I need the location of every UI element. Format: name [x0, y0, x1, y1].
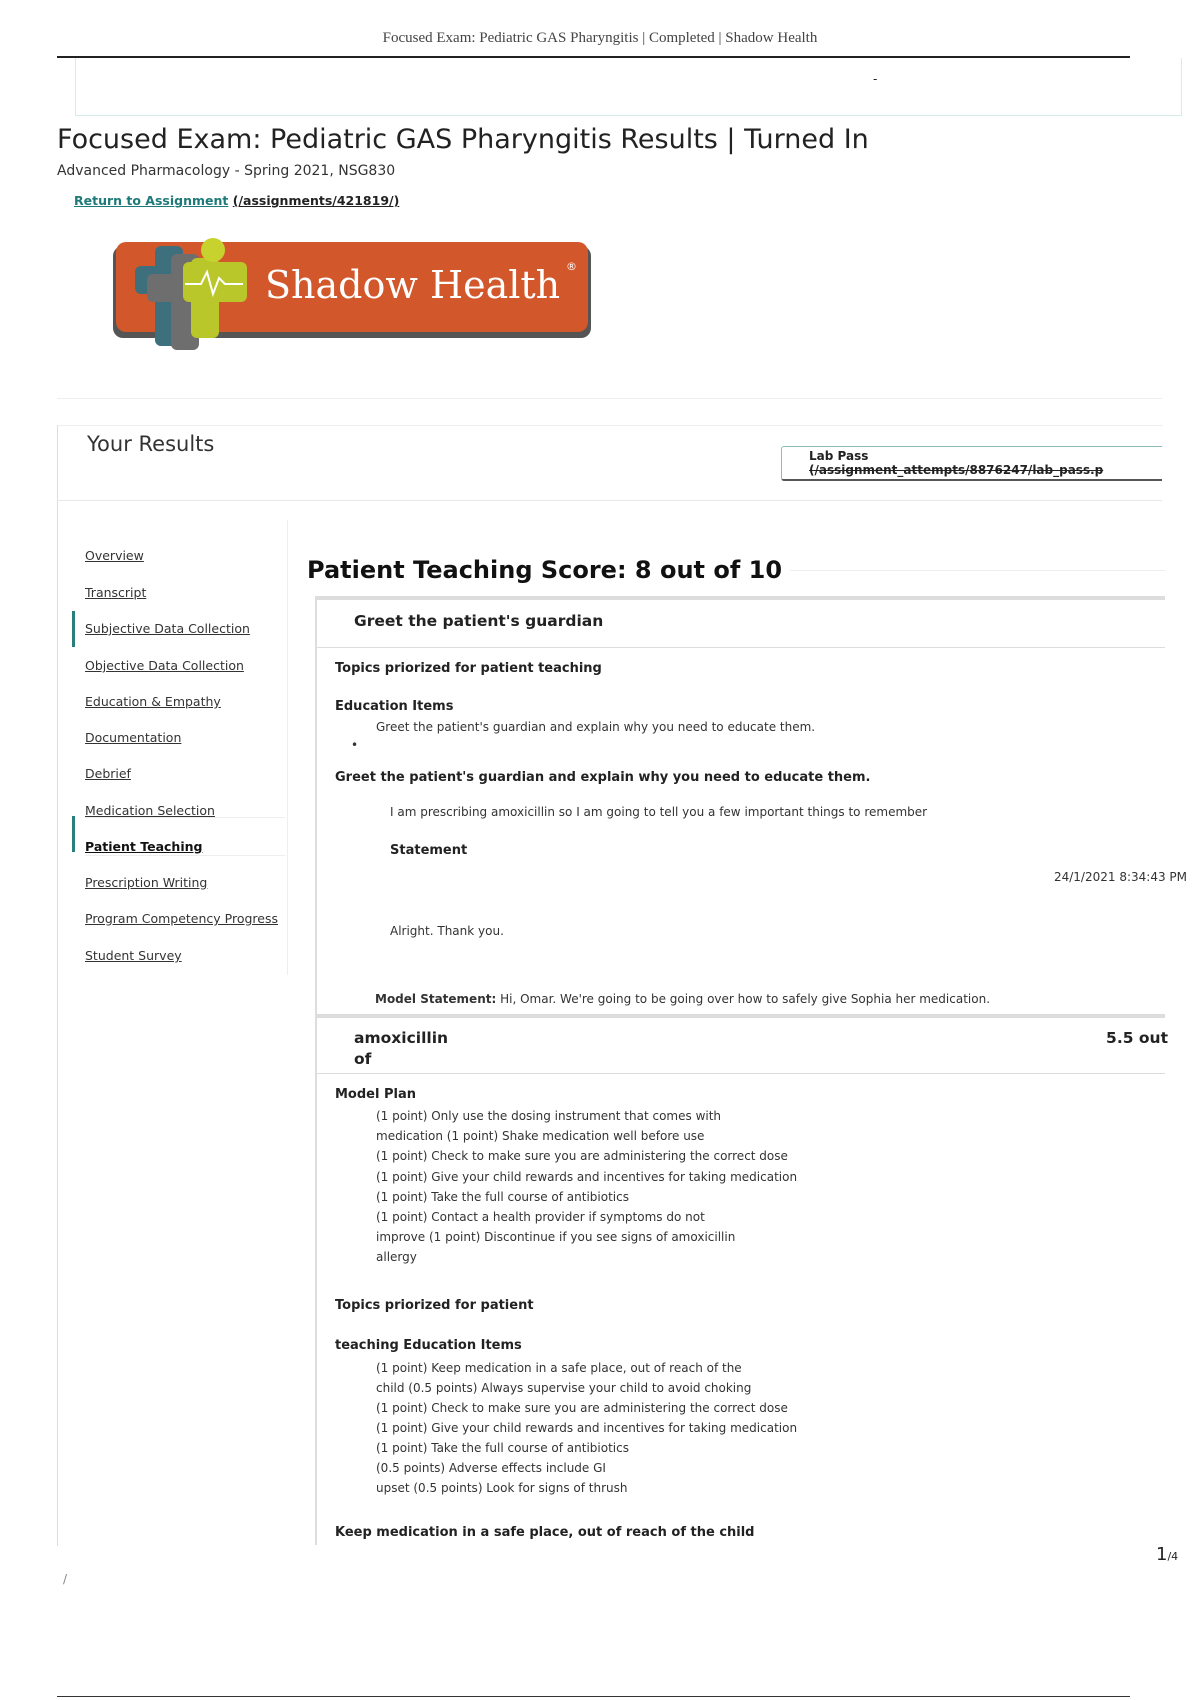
sidebar-item-transcript[interactable]: Transcript: [85, 585, 147, 600]
plan-line: (1 point) Take the full course of antibiotics: [376, 1189, 629, 1204]
bullet: •: [351, 738, 359, 752]
top-banner-box: [75, 58, 1182, 116]
model-statement: [375, 992, 990, 1006]
nav-separator: [85, 855, 285, 856]
education-line: (1 point) Keep medication in a safe place, out of reach of the: [376, 1361, 742, 1375]
education-line: upset (0.5 points) Look for signs of thrush: [376, 1481, 628, 1495]
prompt-heading: Greet the patient's guardian and explain why you need to educate them.: [335, 770, 871, 785]
topics-label: Topics priorized for patient teaching: [335, 661, 602, 676]
topics-label: Topics priorized for patient: [335, 1298, 534, 1313]
return-link-label[interactable]: Return to Assignment: [74, 193, 229, 208]
score-title: Patient Teaching Score: 8 out of 10: [307, 556, 783, 584]
plan-line: (1 point) Only use the dosing instrument that comes with: [376, 1109, 722, 1123]
education-items-label: Education Items: [335, 699, 454, 714]
page-current: 1: [1156, 1544, 1168, 1565]
score-divider: [790, 570, 1165, 571]
nav-indicator: [72, 611, 75, 647]
section-divider: [315, 1014, 1165, 1018]
lab-pass-label: Lab Pass: [809, 449, 869, 463]
sidebar-item-debrief[interactable]: Debrief: [85, 766, 131, 781]
results-title: Your Results: [87, 432, 215, 456]
education-line: (0.5 points) Adverse effects include GI: [376, 1461, 606, 1475]
next-heading: Keep medication in a safe place, out of reach of the child: [335, 1525, 755, 1540]
sidebar-item-documentation[interactable]: Documentation: [85, 730, 182, 745]
section-divider: [315, 596, 1165, 600]
sidebar-border: [287, 520, 288, 975]
sidebar-item-medication-selection[interactable]: Medication Selection: [85, 803, 215, 818]
education-line: (1 point) Check to make sure you are administering the correct dose: [376, 1401, 788, 1415]
sidebar-item-prescription-writing[interactable]: Prescription Writing: [85, 875, 208, 890]
sidebar-item-student-survey[interactable]: Student Survey: [85, 948, 182, 963]
plan-line: allergy: [376, 1250, 417, 1265]
sidebar-item-competency-progress[interactable]: Program Competency Progress: [85, 911, 278, 926]
banner-mark: -: [873, 72, 878, 86]
sidebar-item-education-empathy[interactable]: Education & Empathy: [85, 694, 221, 709]
model-plan-label: Model Plan: [335, 1087, 416, 1102]
education-items-label: teaching Education Items: [335, 1338, 522, 1353]
print-header: Focused Exam: Pediatric GAS Pharyngitis | Completed | Shadow Health: [382, 30, 818, 46]
sidebar-item-overview[interactable]: Overview: [85, 548, 144, 563]
results-divider: [57, 500, 1162, 501]
page-total: /4: [1167, 1550, 1179, 1563]
medication-score: 5.5 out: [1106, 1029, 1168, 1047]
plan-line: (1 point) Give your child rewards and incentives for taking medication: [376, 1169, 798, 1184]
footer-divider: [57, 1696, 1130, 1697]
model-statement-label: Model Statement:: [375, 992, 497, 1006]
plan-line: improve (1 point) Discontinue if you see signs of amoxicillin: [376, 1230, 736, 1245]
medication-title-cont: of: [354, 1050, 372, 1068]
model-statement-text: Hi, Omar. We're going to be going over how to safely give Sophia her medication.: [500, 992, 991, 1006]
education-line: (1 point) Take the full course of antibiotics: [376, 1441, 629, 1455]
return-to-assignment-link[interactable]: [74, 193, 399, 208]
model-plan-list: [376, 1106, 797, 1268]
page-number: [1156, 1544, 1178, 1565]
section-divider: [315, 647, 1165, 648]
education-line: child (0.5 points) Always supervise your child to avoid choking: [376, 1381, 752, 1395]
nav-active-indicator: [72, 816, 75, 852]
lab-pass-path: (/assignment_attempts/8876247/lab_pass.p: [809, 463, 1104, 477]
plan-line: medication (1 point) Shake medication well before use: [376, 1129, 705, 1144]
course-subtitle: Advanced Pharmacology - Spring 2021, NSG830: [57, 163, 396, 179]
footer-mark: /: [63, 1572, 68, 1586]
statement-label: Statement: [390, 843, 468, 858]
student-statement: I am prescribing amoxicillin so I am going to tell you a few important things to remember: [390, 805, 928, 819]
sidebar-item-subjective-data[interactable]: Subjective Data Collection: [85, 621, 250, 636]
medication-title: amoxicillin: [354, 1029, 449, 1047]
shadow-health-logo: [113, 236, 593, 368]
plan-line: (1 point) Contact a health provider if symptoms do not: [376, 1210, 705, 1225]
sidebar-item-objective-data[interactable]: Objective Data Collection: [85, 658, 244, 673]
logo-text: Shadow Health: [265, 263, 561, 307]
return-link-path[interactable]: (/assignments/421819/): [232, 193, 400, 208]
education-line: (1 point) Give your child rewards and incentives for taking medication: [376, 1421, 798, 1435]
divider: [57, 398, 1162, 399]
page-title: Focused Exam: Pediatric GAS Pharyngitis Results | Turned In: [57, 124, 869, 155]
patient-response: Alright. Thank you.: [390, 924, 504, 938]
timestamp: 24/1/2021 8:34:43 PM: [1053, 870, 1187, 884]
svg-text:®: ®: [566, 260, 577, 273]
sidebar-item-patient-teaching[interactable]: Patient Teaching: [85, 839, 203, 854]
section-title: Greet the patient's guardian: [354, 612, 604, 630]
education-item: Greet the patient's guardian and explain why you need to educate them.: [376, 720, 816, 734]
plan-line: (1 point) Check to make sure you are administering the correct dose: [376, 1149, 788, 1164]
education-items-list: [376, 1358, 797, 1498]
section-divider: [315, 1073, 1165, 1074]
lab-pass-button[interactable]: [781, 446, 1162, 481]
